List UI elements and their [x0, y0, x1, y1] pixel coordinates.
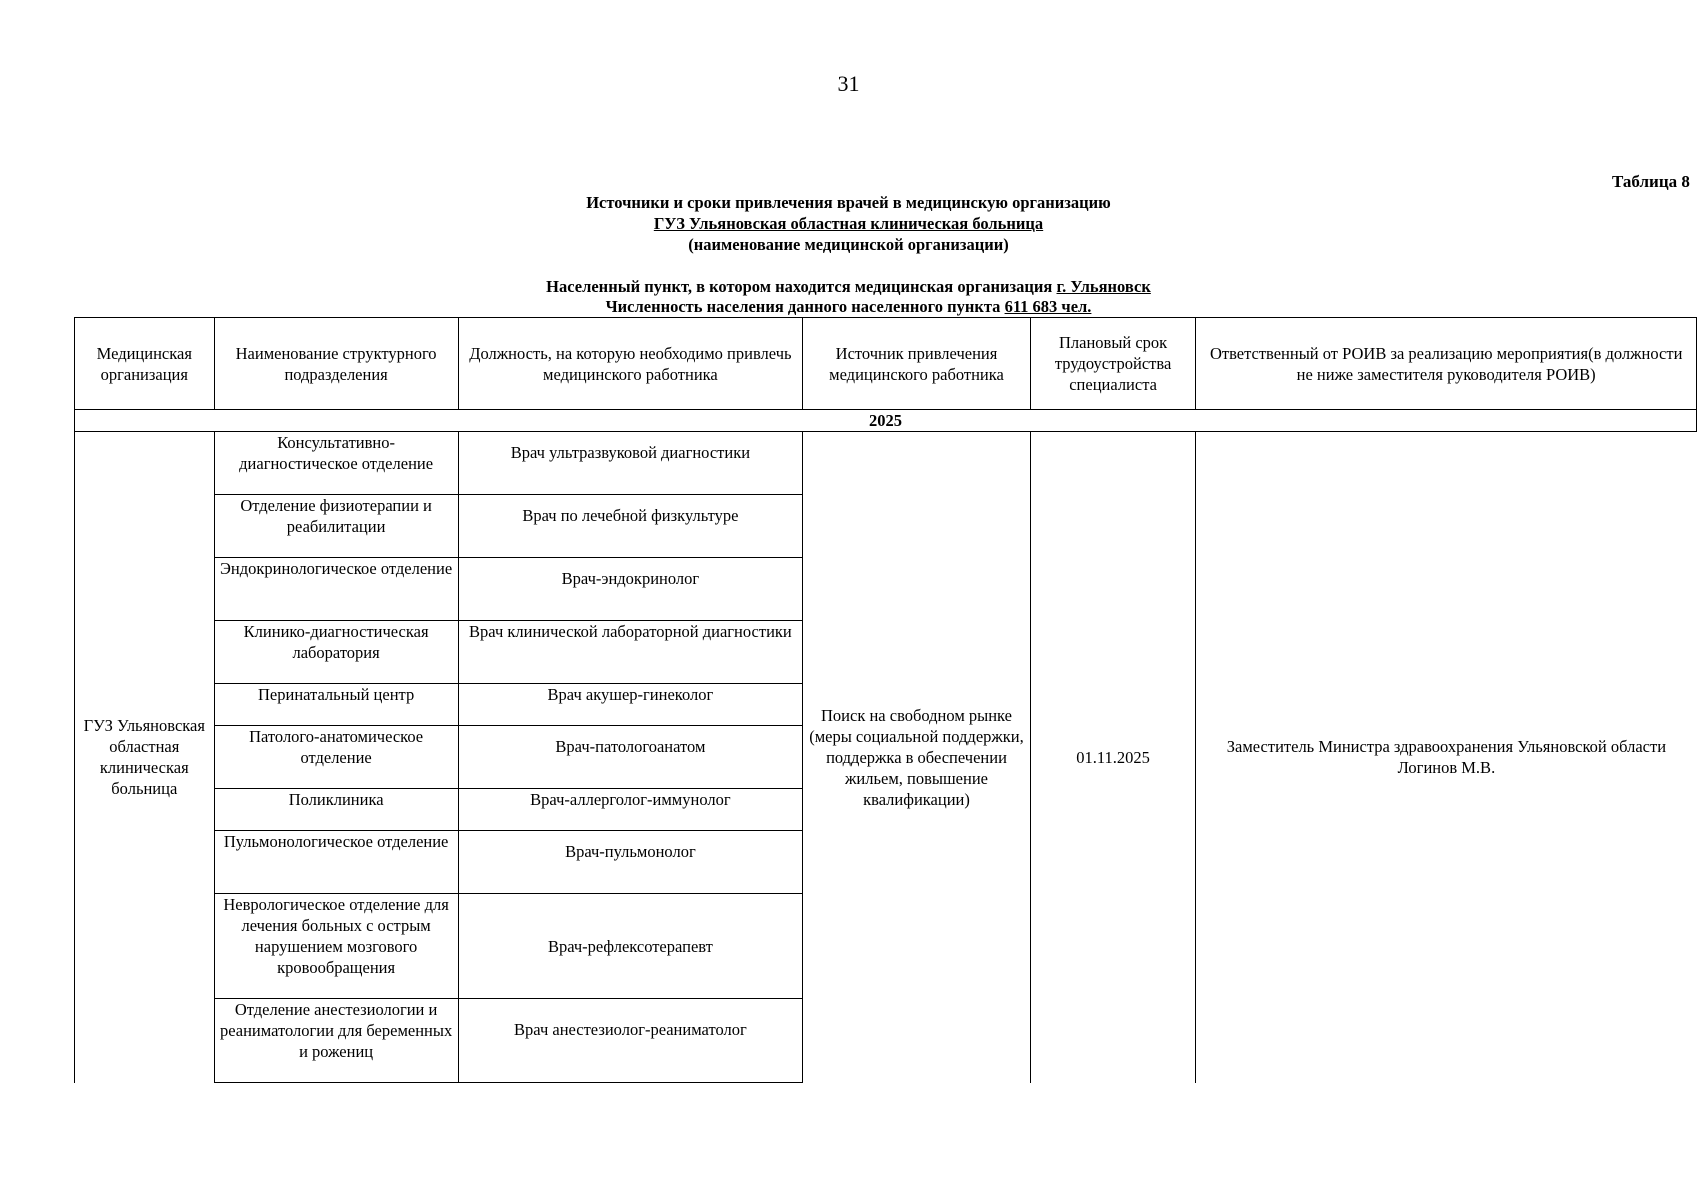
organization-name: [0, 213, 1697, 234]
position-cell: Врач анестезиолог-реаниматолог: [458, 999, 803, 1083]
organization-caption: (наименование медицинской организации): [688, 235, 1009, 254]
position-cell: Врач ультразвуковой диагностики: [458, 432, 803, 495]
unit-cell: Консультативно-диагностическое отделение: [214, 432, 458, 495]
table-row: [75, 432, 1697, 495]
unit-cell: Патолого-анатомическое отделение: [214, 726, 458, 789]
organization-name-text: ГУЗ Ульяновская областная клиническая больница: [653, 214, 1044, 233]
column-header-unit: Наименование структурного подразделения: [214, 318, 458, 410]
organization-cell: ГУЗ Ульяновская областная клиническая больница: [75, 432, 215, 1083]
population-value: 611 683 чел.: [1004, 297, 1092, 316]
unit-cell: Неврологическое отделение для лечения больных с острым нарушением мозгового кровообращения: [214, 894, 458, 999]
position-cell: Врач по лечебной физкультуре: [458, 495, 803, 558]
year-row: [75, 410, 1697, 432]
responsible-cell: Заместитель Министра здравоохранения Ульяновской области Логинов М.В.: [1196, 432, 1697, 1083]
table-title: Источники и сроки привлечения врачей в медицинскую организацию: [586, 193, 1111, 212]
staffing-table: [74, 317, 1697, 1083]
locality-line: [0, 276, 1697, 297]
header-row: [75, 318, 1697, 410]
population-line: [0, 296, 1697, 317]
position-cell: Врач акушер-гинеколог: [458, 684, 803, 726]
column-header-responsible: Ответственный от РОИВ за реализацию мероприятия(в должности не ниже заместителя руководителя РОИВ): [1196, 318, 1697, 410]
population-prefix: Численность населения данного населенного пункта: [605, 297, 1001, 316]
position-cell: Врач-пульмонолог: [458, 831, 803, 894]
column-header-position: Должность, на которую необходимо привлечь медицинского работника: [458, 318, 803, 410]
position-cell: Врач-эндокринолог: [458, 558, 803, 621]
position-cell: Врач-рефлексотерапевт: [458, 894, 803, 999]
position-cell: Врач-аллерголог-иммунолог: [458, 789, 803, 831]
locality-value: г. Ульяновск: [1056, 277, 1151, 296]
table-label: Таблица 8: [1612, 172, 1690, 191]
position-cell: Врач-патологоанатом: [458, 726, 803, 789]
column-header-source: Источник привлечения медицинского работника: [803, 318, 1031, 410]
unit-cell: Клинико-диагностическая лаборатория: [214, 621, 458, 684]
unit-cell: Поликлиника: [214, 789, 458, 831]
page-number: 31: [837, 71, 860, 96]
column-header-date: Плановый срок трудоустройства специалиста: [1030, 318, 1196, 410]
unit-cell: Пульмонологическое отделение: [214, 831, 458, 894]
unit-cell: Отделение анестезиологии и реаниматологии для беременных и рожениц: [214, 999, 458, 1083]
locality-prefix: Населенный пункт, в котором находится медицинская организация: [546, 277, 1053, 296]
source-cell: Поиск на свободном рынке (меры социальной поддержки, поддержка в обеспечении жильем, повышение квалификации): [803, 432, 1031, 1083]
position-cell: Врач клинической лабораторной диагностики: [458, 621, 803, 684]
unit-cell: Отделение физиотерапии и реабилитации: [214, 495, 458, 558]
year-cell: 2025: [75, 410, 1697, 432]
unit-cell: Перинатальный центр: [214, 684, 458, 726]
planned-date-cell: 01.11.2025: [1030, 432, 1196, 1083]
unit-cell: Эндокринологическое отделение: [214, 558, 458, 621]
column-header-organization: Медицинская организация: [75, 318, 215, 410]
